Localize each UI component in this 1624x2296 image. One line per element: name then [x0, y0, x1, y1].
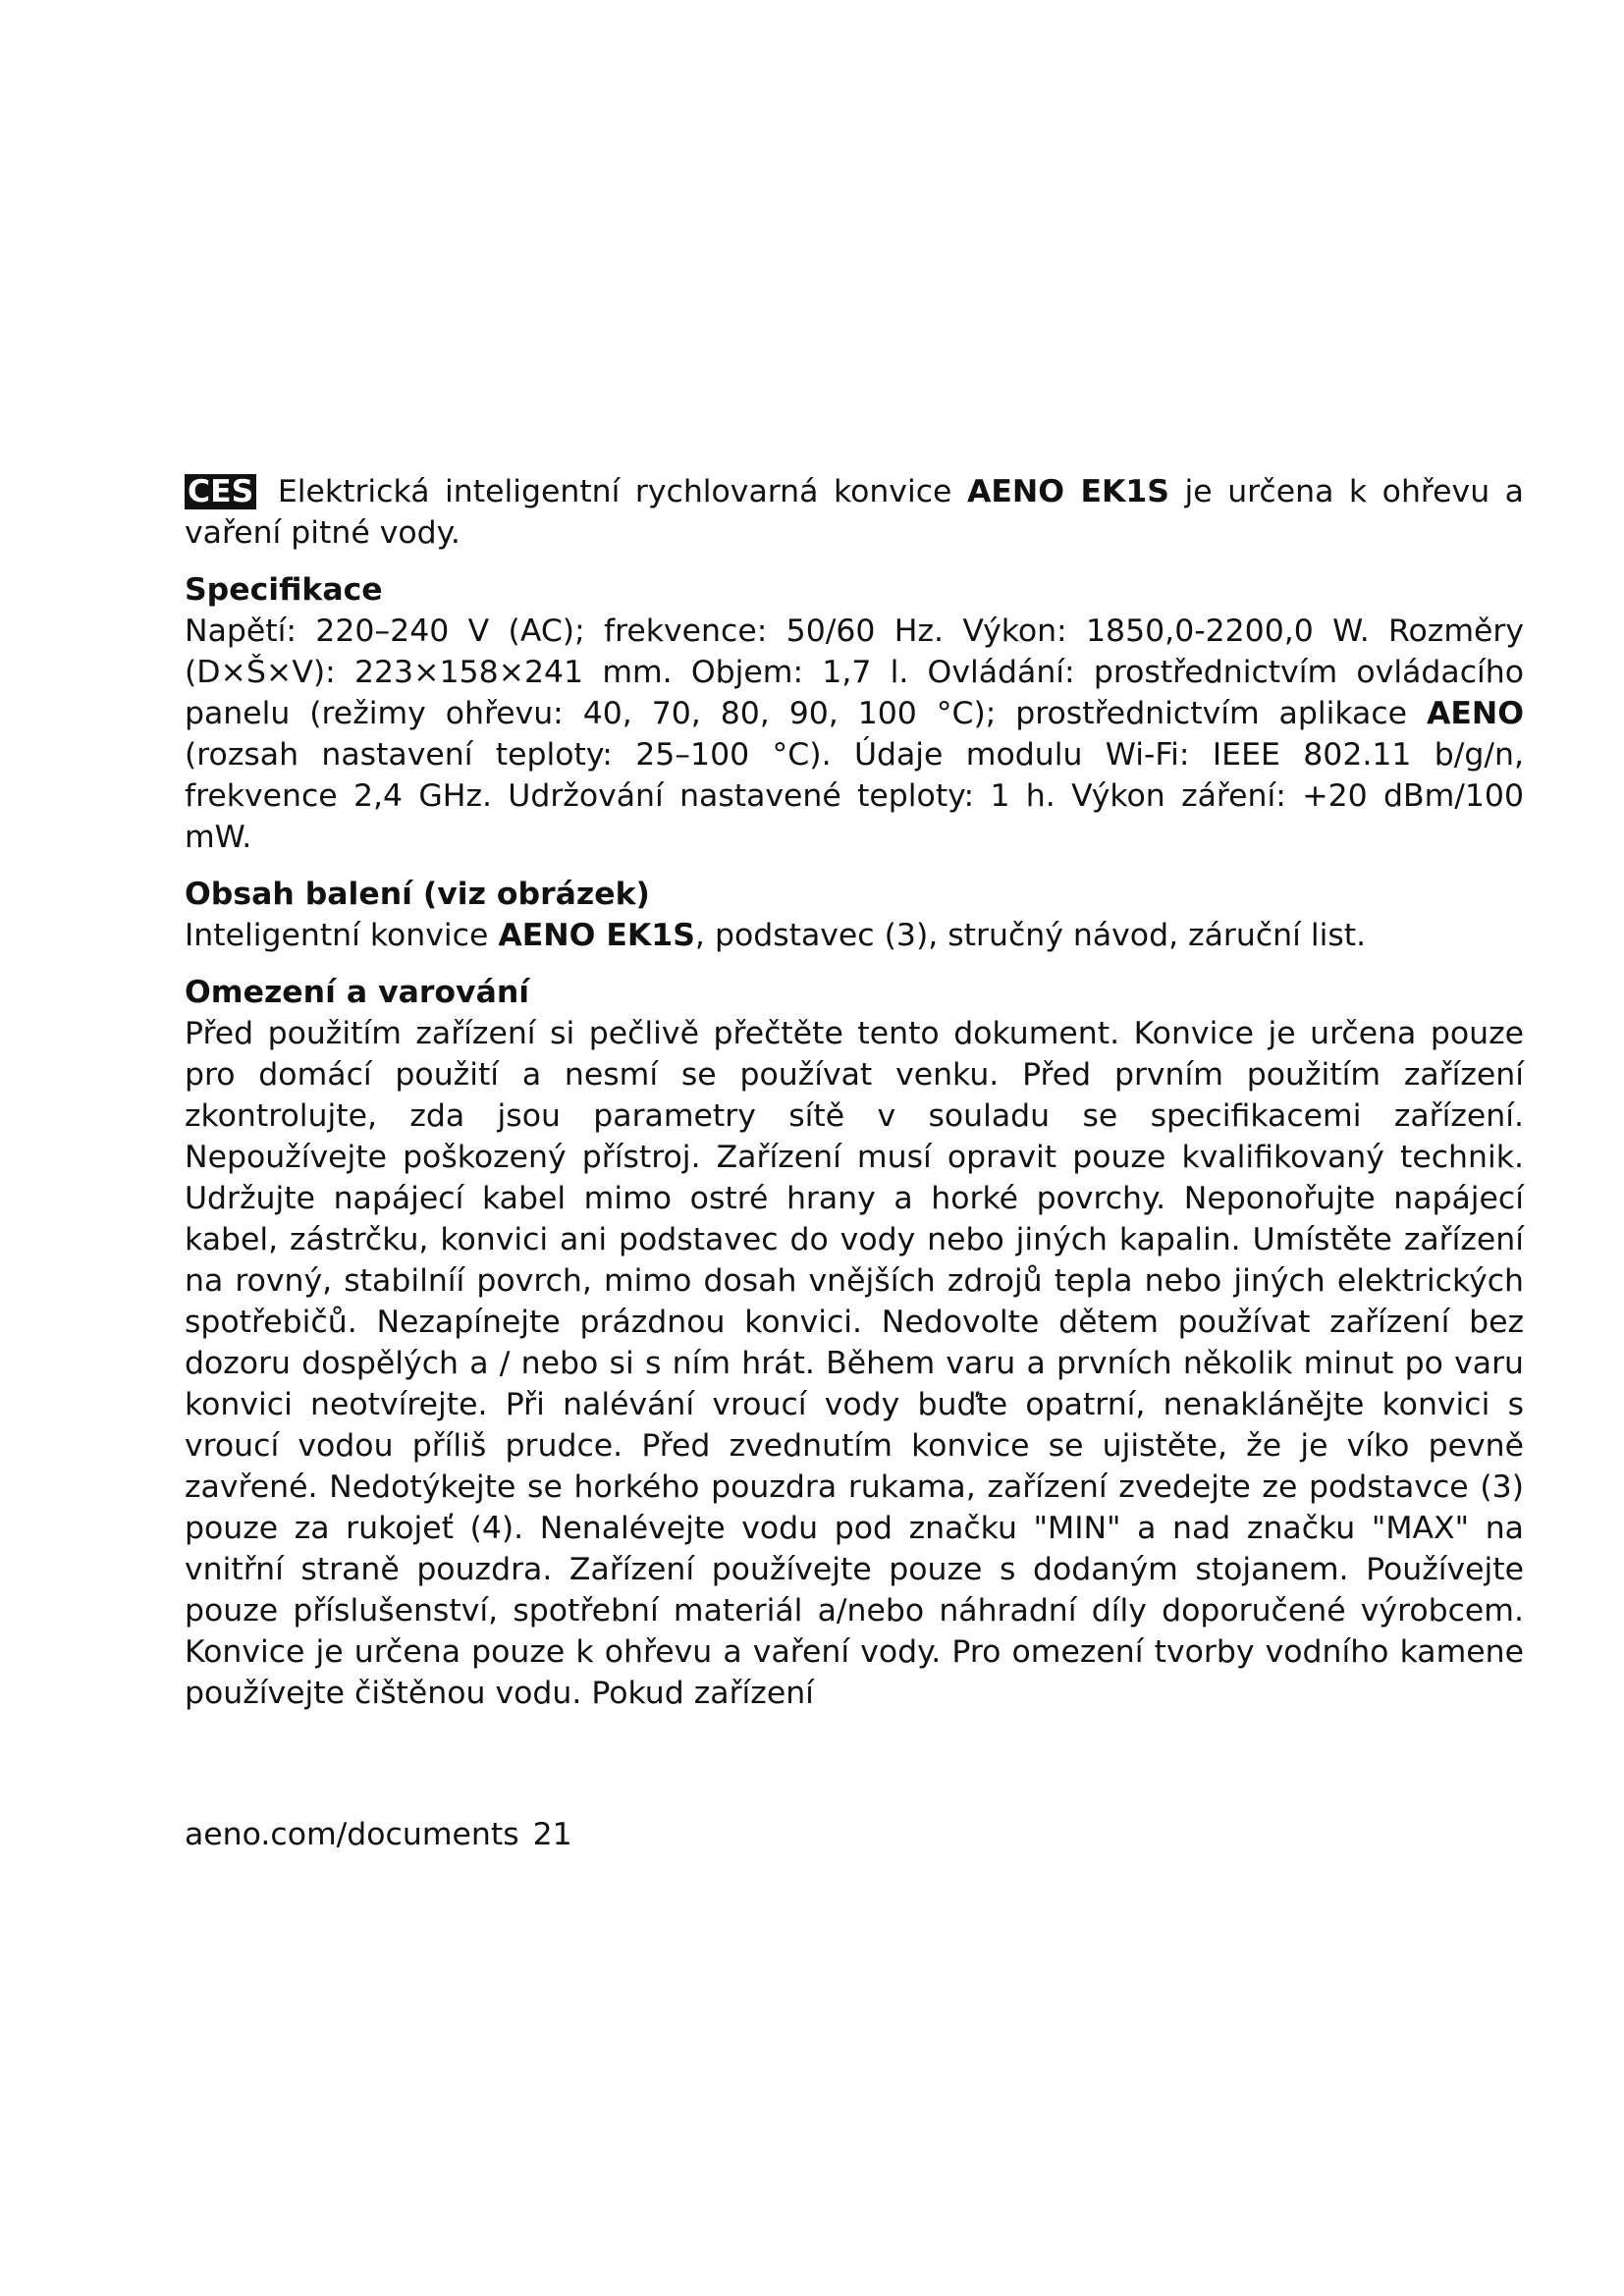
warnings-heading: Omezení a varování: [185, 975, 530, 1010]
page-number: 21: [532, 1817, 572, 1852]
package-contents-text-2: , podstavec (3), stručný návod, záruční list.: [694, 918, 1367, 953]
specifications-text-1: Napětí: 220–240 V (AC); frekvence: 50/60 Hz. Výkon: 1850,0-2200,0 W. Rozměry (D×Š×V): 223×158×241 mm. Objem: 1,7 l. Ovládání: prostřednictvím ovládacího panelu (režimy ohřevu: 40, 70, 80, 90, 100 °C); prostřednictvím aplikace: [185, 614, 1524, 731]
intro-model-name: AENO EK1S: [966, 474, 1169, 509]
package-contents-model: AENO EK1S: [498, 918, 695, 953]
intro-text-1: Elektrická inteligentní rychlovarná konvice: [262, 474, 967, 509]
footer-url: aeno.com/documents: [185, 1817, 519, 1852]
specifications-heading: Specifikace: [185, 572, 383, 608]
warnings-paragraph: Před použitím zařízení si pečlivě přečtěte tento dokument. Konvice je určena pouze pro domácí použití a nesmí se používat venku. Před prvním použitím zařízení zkontrolujte, zda jsou parametry sítě v souladu se specifikacemi zařízení. Nepoužívejte poškozený přístroj. Zařízení musí opravit pouze kvalifikovaný technik. Udržujte napájecí kabel mimo ostré hrany a horké povrchy. Neponořujte napájecí kabel, zástrčku, konvici ani podstavec do vody nebo jiných kapalin. Umístěte zařízení na rovný, stabilníí povrch, mimo dosah vnějších zdrojů tepla nebo jiných elektrických spotřebičů. Nezapínejte prázdnou konvici. Nedovolte dětem používat zařízení bez dozoru dospělých a / nebo si s ním hrát. Během varu a prvních několik minut po varu konvici neotvírejte. Při nalévání vroucí vody buďte opatrní, nenaklánějte konvici s vroucí vodou příliš prudce. Před zvednutím konvice se ujistěte, že je víko pevně zavřené. Nedotýkejte se horkého pouzdra rukama, zařízení zvedejte ze podstavce (3) pouze za rukojeť (4). Nenalévejte vodu pod značku "MIN" a nad značku "MAX" na vnitřní straně pouzdra. Zařízení používejte pouze s dodaným stojanem. Používejte pouze příslušenství, spotřební materiál a/nebo náhradní díly doporučené výrobcem. Konvice je určena pouze k ohřevu a vaření vody. Pro omezení tvorby vodního kamene používejte čištěnou vodu. Pokud zařízení: [185, 1016, 1524, 1711]
package-contents-section: [185, 874, 1524, 956]
specifications-section: [185, 569, 1524, 858]
language-badge: CES: [185, 474, 256, 509]
page-footer: [185, 1814, 572, 1855]
specifications-text-2: (rozsah nastavení teploty: 25–100 °C). Údaje modulu Wi-Fi: IEEE 802.11 b/g/n, frekvence 2,4 GHz. Udržování nastavené teploty: 1 h. Výkon záření: +20 dBm/100 mW.: [185, 737, 1524, 855]
package-contents-text-1: Inteligentní konvice: [185, 918, 499, 953]
document-body: [185, 471, 1524, 1730]
intro-paragraph: [185, 471, 1524, 554]
package-contents-heading: Obsah balení (viz obrázek): [185, 877, 650, 912]
warnings-section: [185, 972, 1524, 1714]
specifications-paragraph: [185, 611, 1524, 858]
package-contents-paragraph: [185, 915, 1524, 956]
intro-text-2: je určena k ohřevu a vaření pitné vody.: [185, 474, 1524, 551]
specifications-brand: AENO: [1426, 696, 1524, 731]
